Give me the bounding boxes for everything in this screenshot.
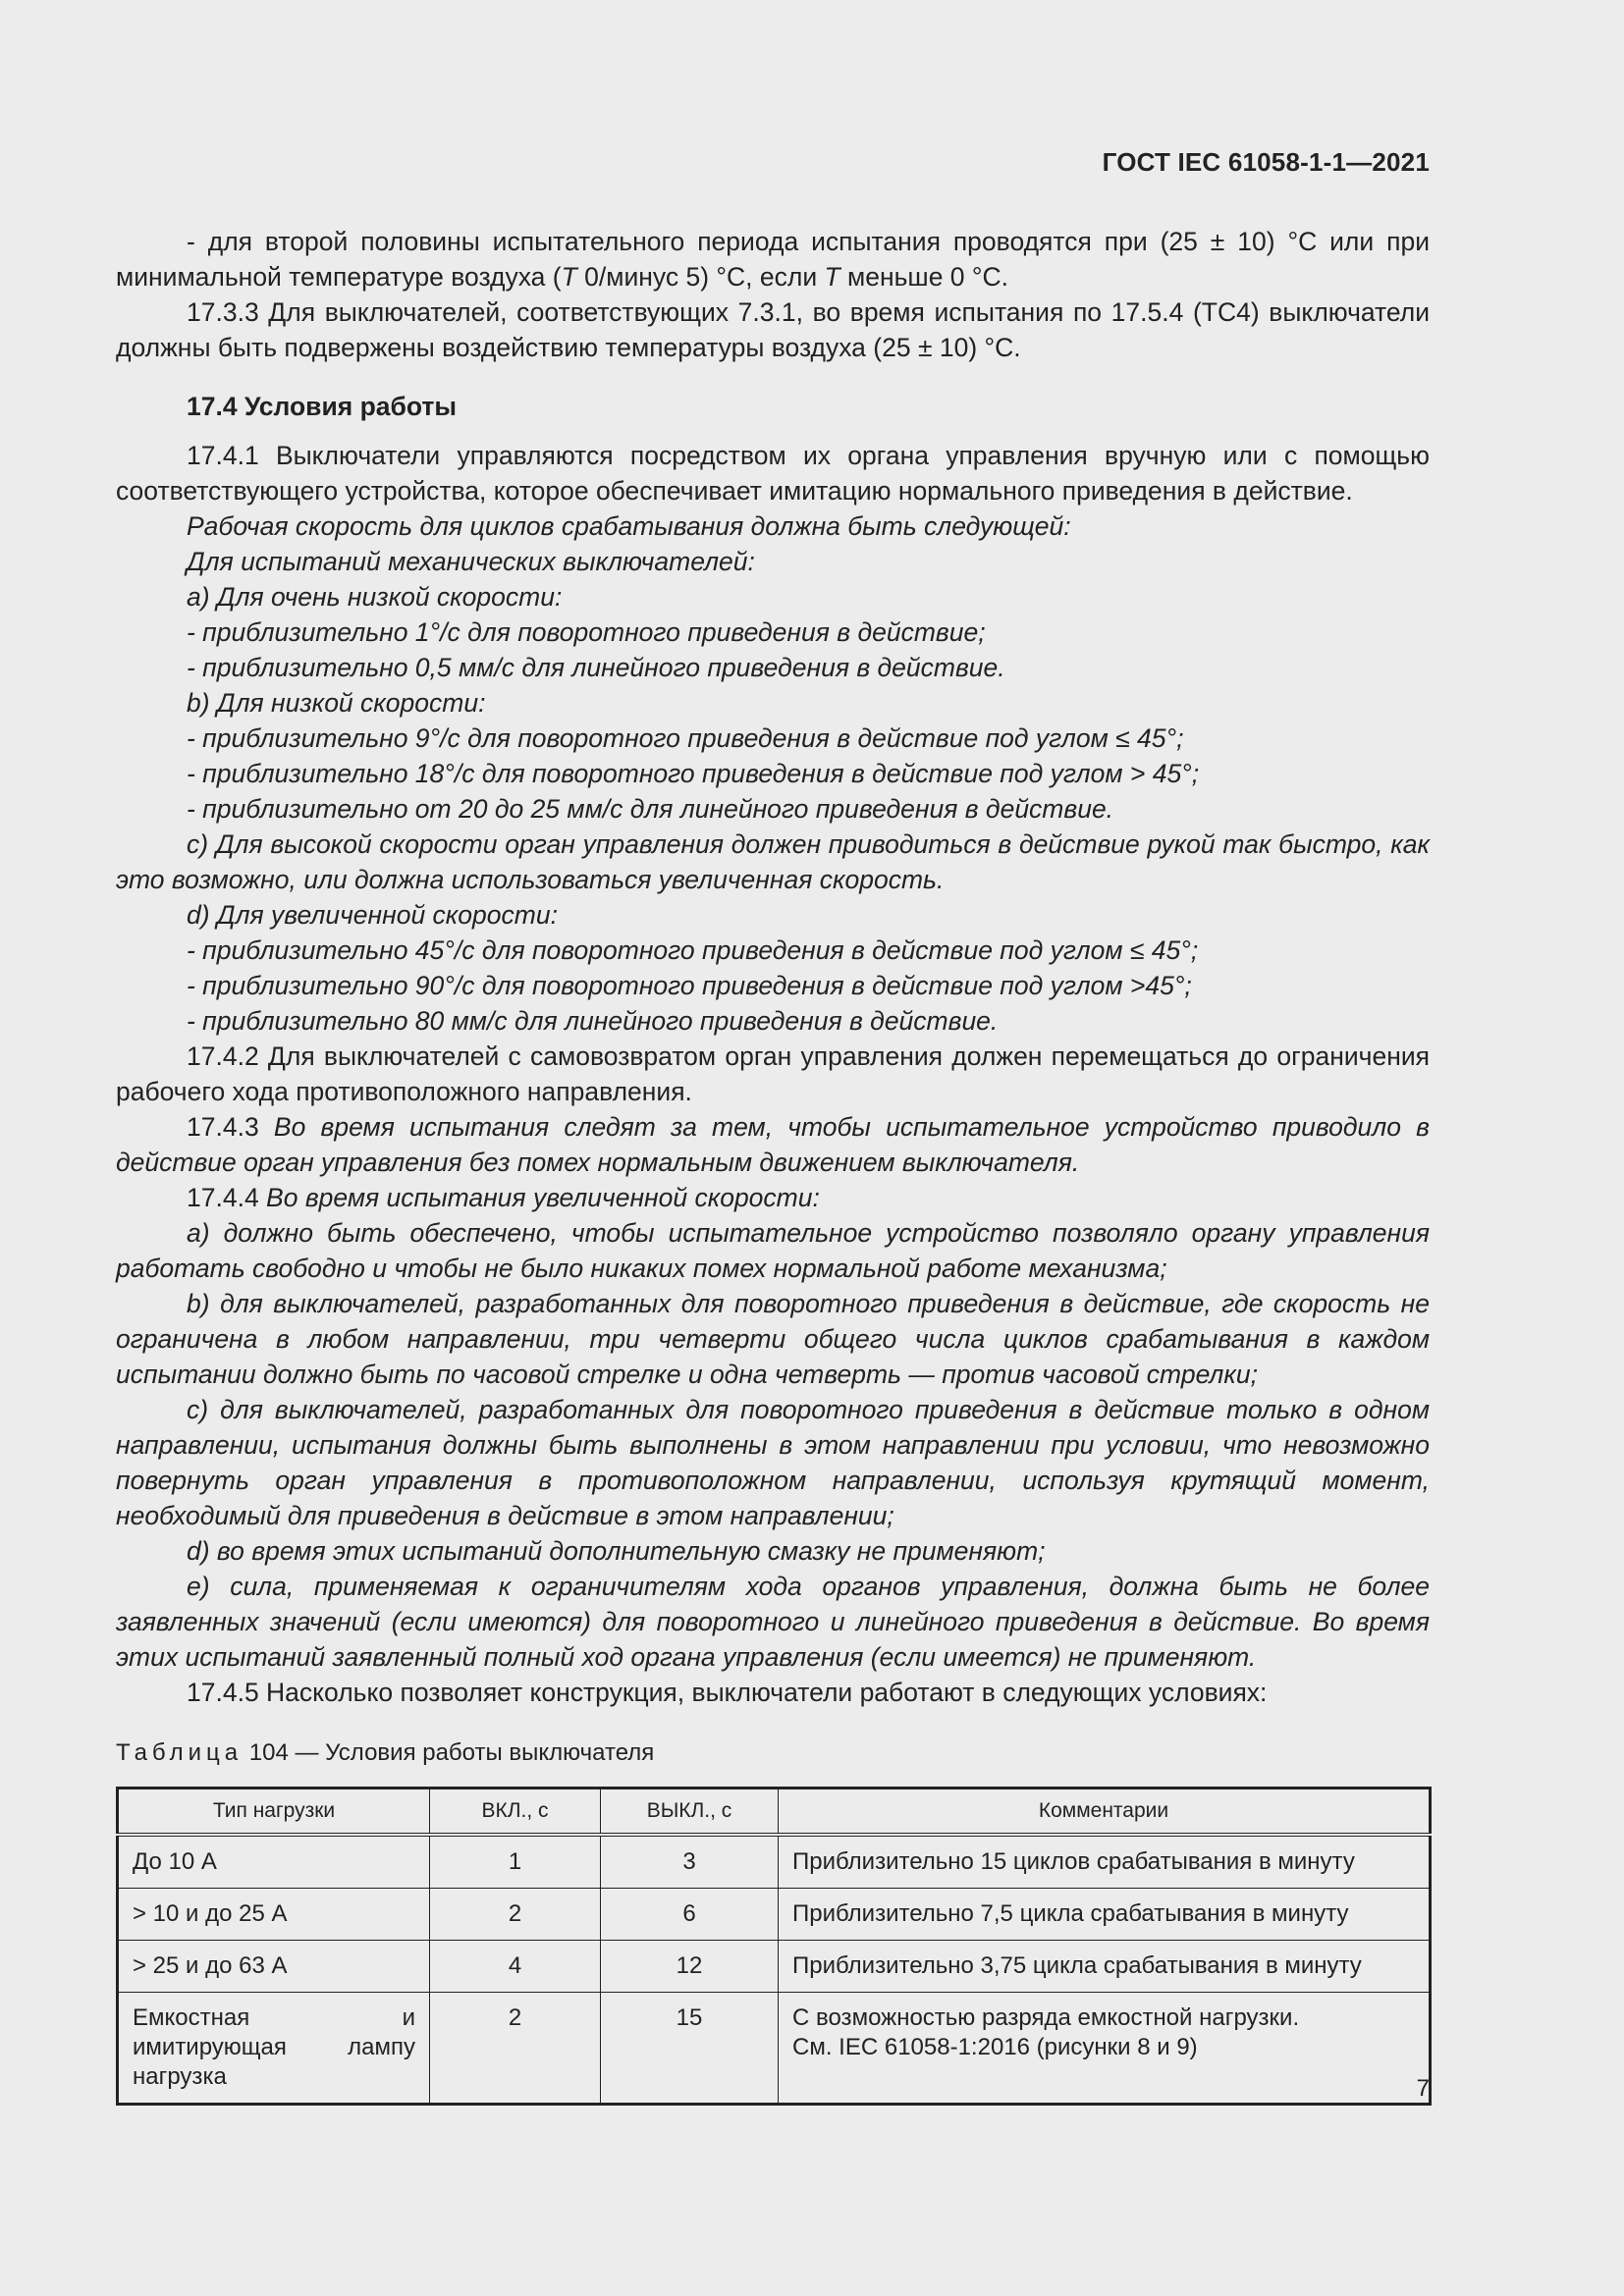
paragraph: 17.3.3 Для выключателей, соответствующих 7.3.1, во время испытания по 17.5.4 (ТС4) выключатели должны быть подвержены воздействию температуры воздуха (25 ± 10) °С. (116, 297, 1430, 362)
list-item: - приблизительно 0,5 мм/с для линейного приведения в действие. (187, 653, 1005, 682)
table-cell: До 10 А (118, 1835, 430, 1889)
table-cell (779, 1993, 1431, 2105)
table-row (118, 1889, 1431, 1941)
list-item: e) сила, применяемая к ограничителям хода органов управления, должна быть не более заявленных значений (если имеются) для поворотного и линейного приведения в действие. Во время этих испытаний заявленный полный ход органа управления (если имеется) не применяют. (116, 1572, 1430, 1672)
list-item: - приблизительно 45°/с для поворотного приведения в действие под углом ≤ 45°; (187, 935, 1199, 965)
body-text (116, 224, 1430, 2106)
paragraph: 17.4.1 Выключатели управляются посредством их органа управления вручную или с помощью соответствующего устройства, которое обеспечивает имитацию нормального приведения в действие. (116, 441, 1430, 506)
list-item: - приблизительно 18°/с для поворотного приведения в действие под углом > 45°; (187, 759, 1200, 788)
column-header: Тип нагрузки (118, 1789, 430, 1836)
list-item: d) Для увеличенной скорости: (187, 900, 558, 930)
section-title: 17.4 Условия работы (187, 392, 458, 421)
table-cell: Приблизительно 3,75 цикла срабатывания в минуту (779, 1941, 1431, 1993)
table-row (118, 1993, 1431, 2105)
table-cell: > 10 и до 25 А (118, 1889, 430, 1941)
list-item: a) должно быть обеспечено, чтобы испытательное устройство позволяло органу управления работать свободно и чтобы не было никаких помех нормальной работе механизма; (116, 1218, 1430, 1283)
table-cell: Приблизительно 15 циклов срабатывания в минуту (779, 1835, 1431, 1889)
column-header: ВКЛ., с (430, 1789, 601, 1836)
list-item: - приблизительно 1°/с для поворотного приведения в действие; (187, 617, 986, 647)
list-item: b) для выключателей, разработанных для поворотного приведения в действие, где скорость не ограничена в любом направлении, три четверти общего числа циклов срабатывания в каждом испытании должно быть по часовой стрелке и одна четверть — против часовой стрелки; (116, 1289, 1430, 1389)
list-item: a) Для очень низкой скорости: (187, 582, 563, 612)
paragraph: Для испытаний механических выключателей: (187, 547, 755, 576)
paragraph: 17.4.5 Насколько позволяет конструкция, выключатели работают в следующих условиях: (187, 1678, 1268, 1707)
column-header: ВЫКЛ., с (601, 1789, 779, 1836)
table-cell: 2 (430, 1993, 601, 2105)
list-item: c) Для высокой скорости орган управления должен приводиться в действие рукой так быстро, как это возможно, или должна использоваться увеличенная скорость. (116, 829, 1430, 894)
table-row (118, 1835, 1431, 1889)
table-cell: 3 (601, 1835, 779, 1889)
table-cell: 12 (601, 1941, 779, 1993)
table-cell: 1 (430, 1835, 601, 1889)
list-item: b) Для низкой скорости: (187, 688, 486, 718)
table-cell: 2 (430, 1889, 601, 1941)
list-item: d) во время этих испытаний дополнительную смазку не применяют; (187, 1536, 1046, 1566)
document-id: ГОСТ IEC 61058-1-1—2021 (1102, 147, 1430, 177)
table-cell: > 25 и до 63 А (118, 1941, 430, 1993)
paragraph: 17.4.2 Для выключателей с самовозвратом орган управления должен перемещаться до ограничения рабочего хода противоположного направления. (116, 1041, 1430, 1106)
paragraph: - для второй половины испытательного периода испытания проводятся при (25 ± 10) °С или при минимальной температуре воздуха (T 0/минус 5) °С, если T меньше 0 °С. (116, 227, 1430, 292)
paragraph: Рабочая скорость для циклов срабатывания должна быть следующей: (187, 511, 1071, 541)
page-number: 7 (1416, 2075, 1430, 2102)
table-row (118, 1941, 1431, 1993)
paragraph: 17.4.3 Во время испытания следят за тем, чтобы испытательное устройство приводило в действие орган управления без помех нормальным движением выключателя. (116, 1112, 1430, 1177)
table-cell: Приблизительно 7,5 цикла срабатывания в минуту (779, 1889, 1431, 1941)
list-item: - приблизительно 9°/с для поворотного приведения в действие под углом ≤ 45°; (187, 723, 1184, 753)
table-cell: 4 (430, 1941, 601, 1993)
column-header: Комментарии (779, 1789, 1431, 1836)
comment-line: См. IEC 61058-1:2016 (рисунки 8 и 9) (792, 2034, 1198, 2060)
list-item: - приблизительно от 20 до 25 мм/с для линейного приведения в действие. (187, 794, 1114, 824)
paragraph: 17.4.4 Во время испытания увеличенной скорости: (187, 1183, 820, 1212)
table-caption: Таблица 104 — Условия работы выключателя (116, 1739, 655, 1766)
table-cell: Емкостная и имитирующая лампу нагрузка (118, 1993, 430, 2105)
list-item: - приблизительно 80 мм/с для линейного приведения в действие. (187, 1006, 999, 1036)
table-cell: 15 (601, 1993, 779, 2105)
conditions-table (116, 1787, 1432, 2106)
table-cell: 6 (601, 1889, 779, 1941)
list-item: - приблизительно 90°/с для поворотного приведения в действие под углом >45°; (187, 971, 1192, 1000)
comment-line: С возможностью разряда емкостной нагрузки. (792, 2004, 1300, 2031)
table-header-row (118, 1789, 1431, 1836)
list-item: c) для выключателей, разработанных для поворотного приведения в действие только в одном направлении, испытания должны быть выполнены в этом направлении при условии, что невозможно повернуть орган управления в противоположном направлении, используя крутящий момент, необходимый для приведения в действие в этом направлении; (116, 1395, 1430, 1530)
